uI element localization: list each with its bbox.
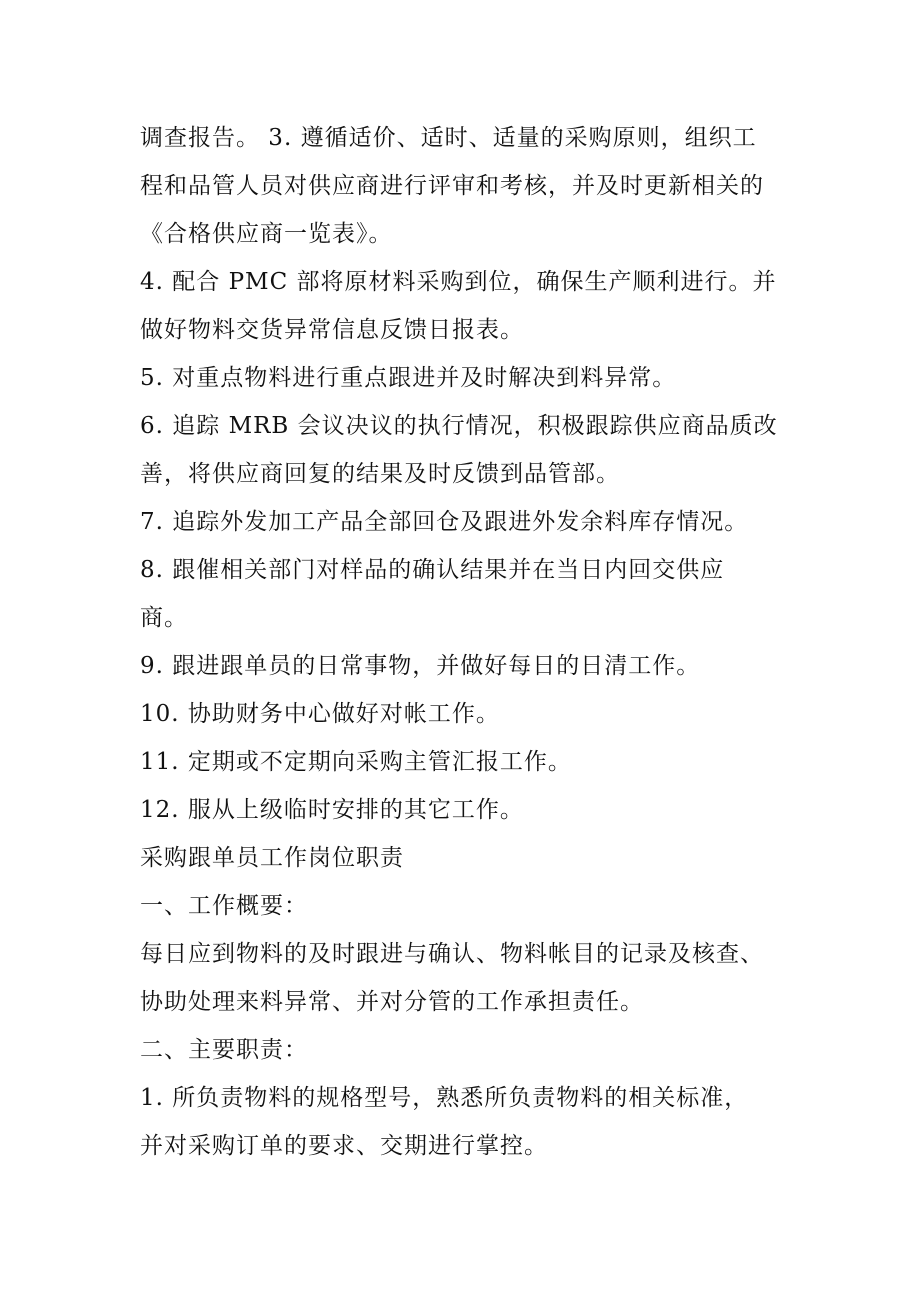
- text-line: 商。: [140, 605, 188, 631]
- text-line: 程和品管人员对供应商进行评审和考核，并及时更新相关的: [140, 173, 764, 199]
- text-line: 协助处理来料异常、并对分管的工作承担责任。: [140, 989, 644, 1015]
- text-line: 做好物料交货异常信息反馈日报表。: [140, 317, 524, 343]
- text-line: 并对采购订单的要求、交期进行掌控。: [140, 1133, 548, 1159]
- text-line: 1. 所负责物料的规格型号，熟悉所负责物料的相关标准，: [140, 1085, 749, 1111]
- text-line: 12. 服从上级临时安排的其它工作。: [140, 797, 524, 823]
- text-line: 7. 追踪外发加工产品全部回仓及跟进外发余料库存情况。: [140, 509, 749, 535]
- text-line: 4. 配合 PMC 部将原材料采购到位，确保生产顺利进行。并: [140, 269, 777, 295]
- section-title: 采购跟单员工作岗位职责: [140, 845, 404, 871]
- text-line: 善，将供应商回复的结果及时反馈到品管部。: [140, 461, 620, 487]
- text-line: 《合格供应商一览表》。: [140, 221, 393, 247]
- text-line: 6. 追踪 MRB 会议决议的执行情况，积极跟踪供应商品质改: [140, 413, 778, 439]
- text-line: 5. 对重点物料进行重点跟进并及时解决到料异常。: [140, 365, 677, 391]
- section-heading: 二、主要职责：: [140, 1037, 308, 1063]
- text-line: 每日应到物料的及时跟进与确认、物料帐目的记录及核查、: [140, 941, 764, 967]
- text-line: 8. 跟催相关部门对样品的确认结果并在当日内回交供应: [140, 557, 725, 583]
- text-line: 10. 协助财务中心做好对帐工作。: [140, 701, 500, 727]
- text-line: 调查报告。 3. 遵循适价、适时、适量的采购原则，组织工: [140, 125, 757, 151]
- text-line: 11. 定期或不定期向采购主管汇报工作。: [140, 749, 572, 775]
- text-line: 9. 跟进跟单员的日常事物，并做好每日的日清工作。: [140, 653, 701, 679]
- section-heading: 一、工作概要：: [140, 893, 308, 919]
